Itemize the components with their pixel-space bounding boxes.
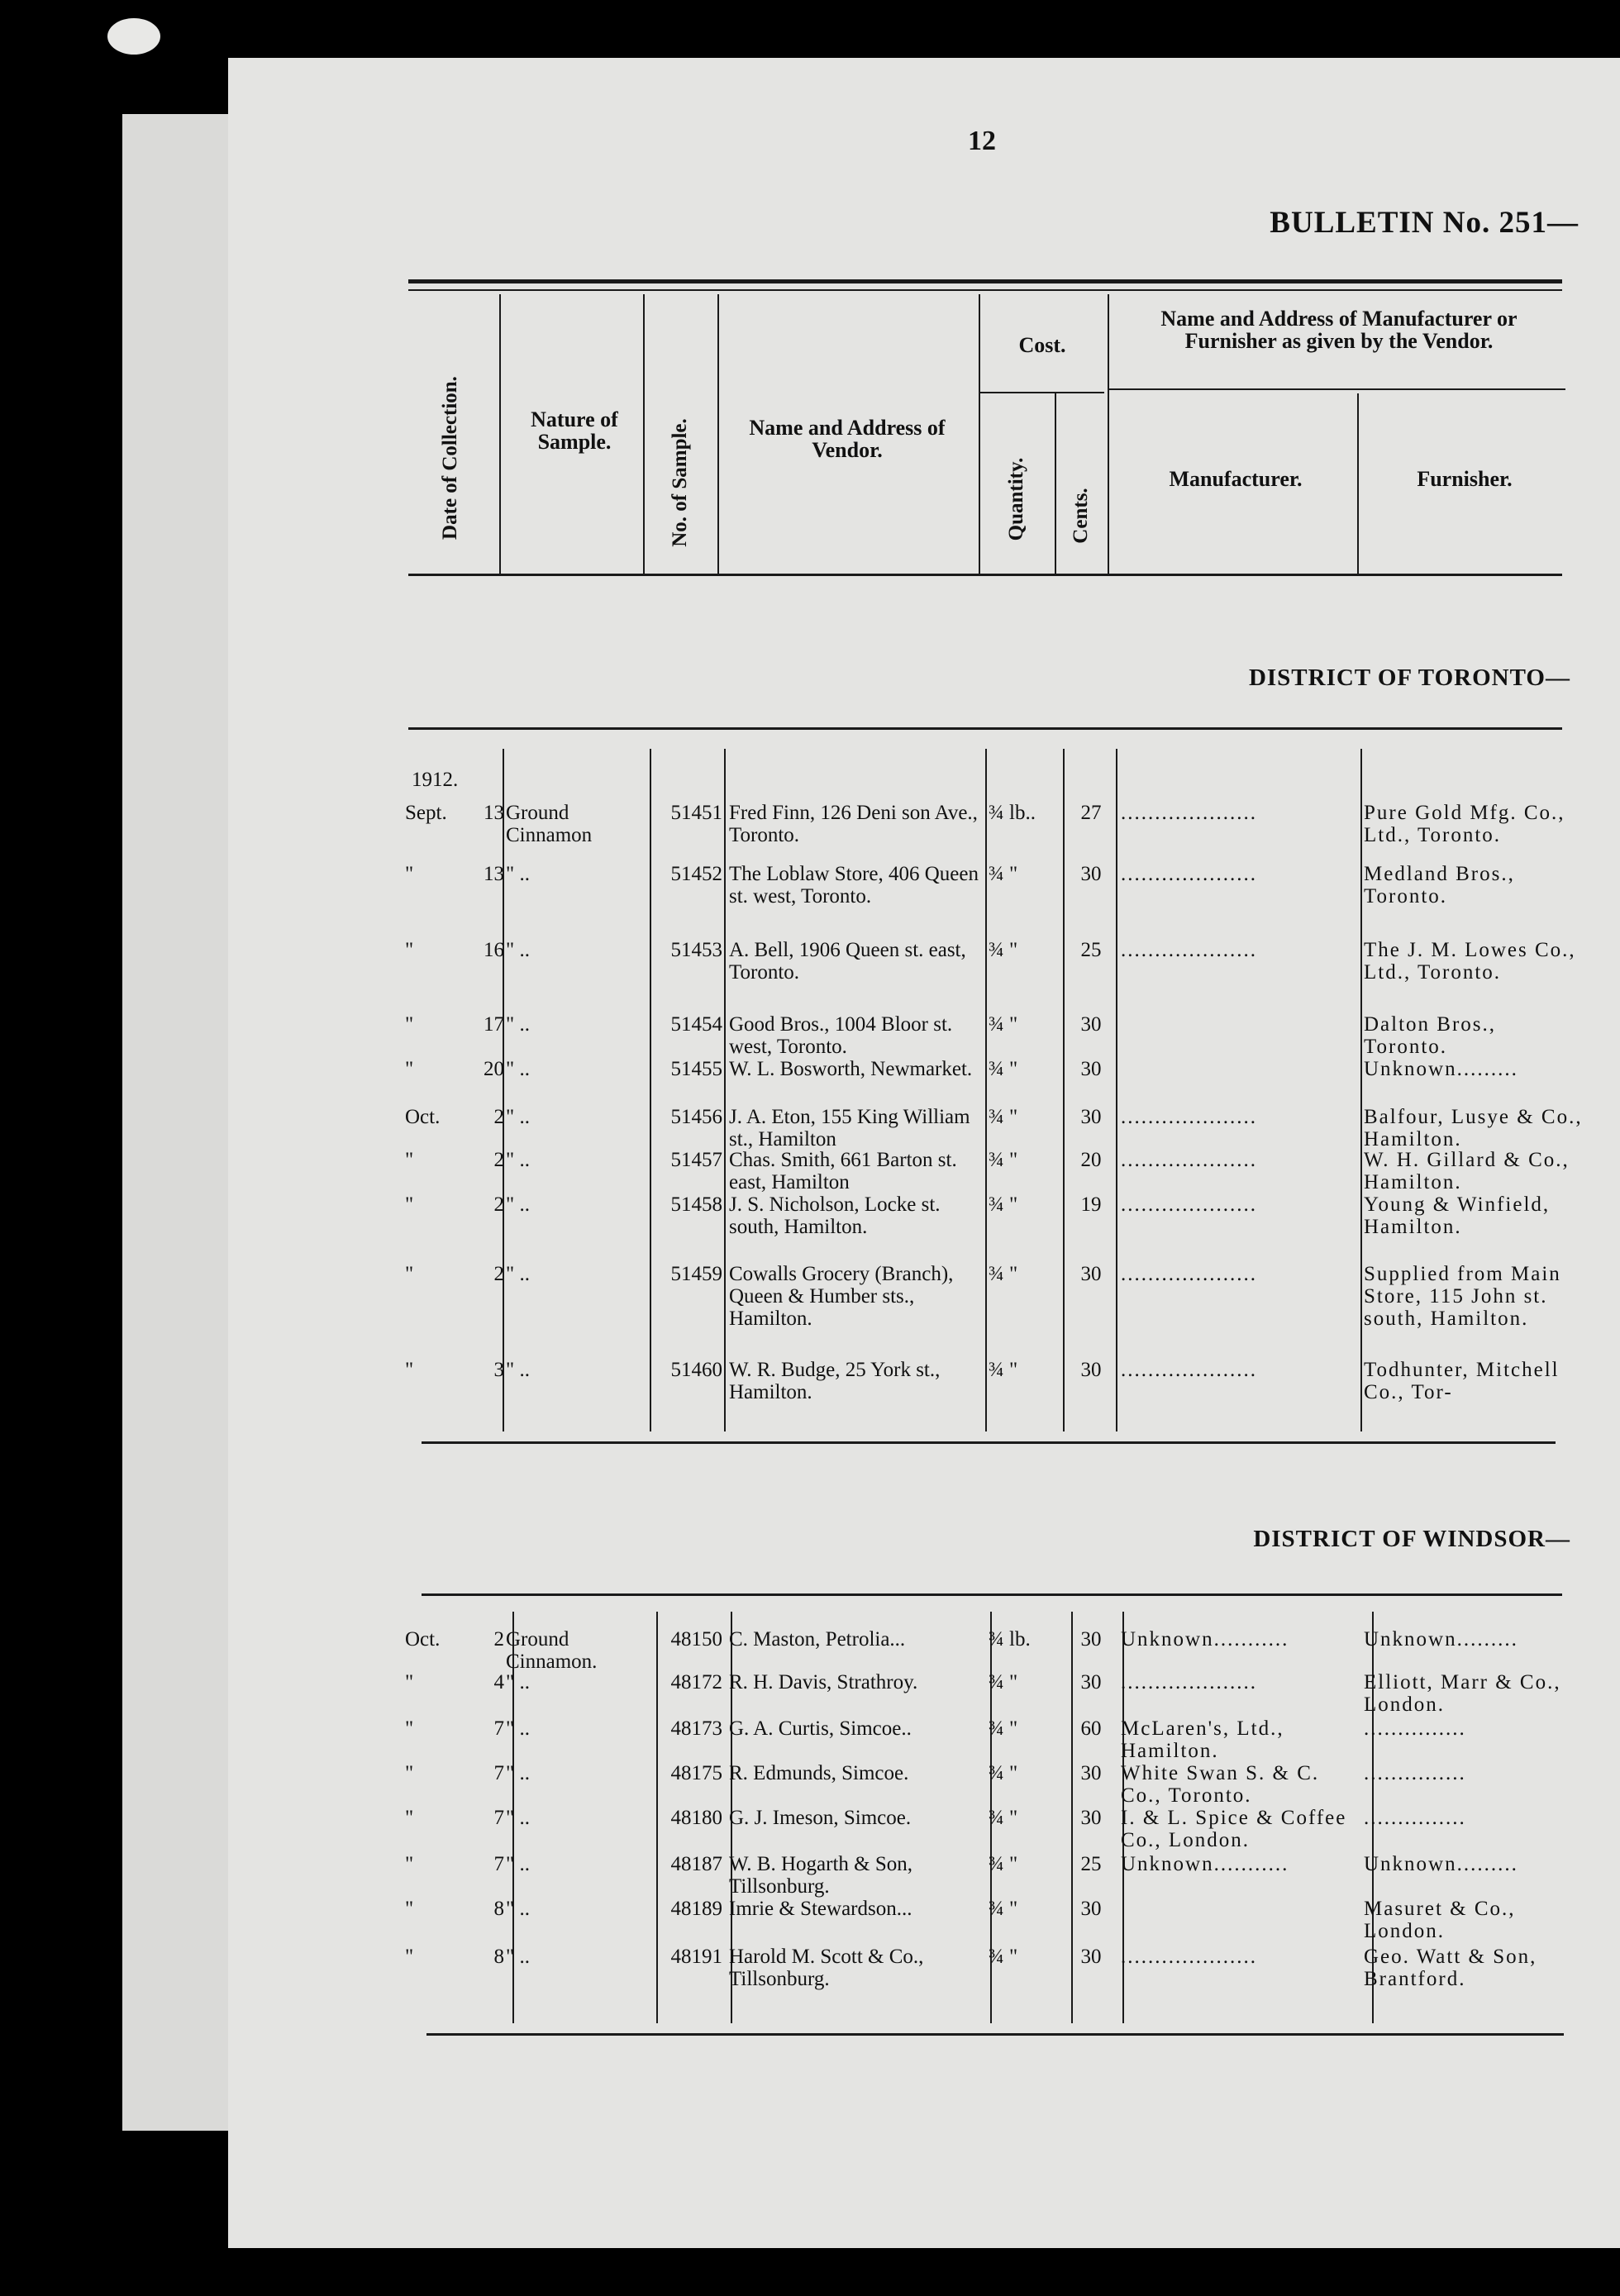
row-vendor: G. J. Imeson, Simcoe. — [729, 1807, 912, 1829]
row-quantity: ¾ " — [989, 1807, 1018, 1829]
row-quantity: ¾ " — [989, 1359, 1018, 1381]
row-vendor: J. S. Nicholson, Locke st. south, Hamilton. — [729, 1193, 941, 1238]
row-manufacturer: Unknown........... — [1121, 1628, 1289, 1651]
row-day: 16 — [484, 939, 504, 961]
row-month: " — [405, 1359, 414, 1381]
row-quantity: ¾ " — [989, 1717, 1018, 1740]
row-sample-no: 51454 — [670, 1013, 722, 1036]
paper-scrap — [107, 18, 160, 55]
row-day: 8 — [493, 1898, 504, 1920]
row-sample-no: 51459 — [670, 1263, 722, 1285]
row-sample-no: 48180 — [670, 1807, 722, 1829]
row-sample-no: 51457 — [670, 1149, 722, 1171]
row-day: 7 — [493, 1853, 504, 1875]
row-cents: 30 — [1080, 1898, 1102, 1920]
row-manufacturer: .................... — [1121, 802, 1257, 824]
row-vendor: The Loblaw Store, 406 Queen st. west, Toronto. — [729, 863, 979, 907]
row-day: 2 — [493, 1149, 504, 1171]
row-cents: 30 — [1080, 1263, 1102, 1285]
row-vendor: W. R. Budge, 25 York st., Hamilton. — [729, 1359, 941, 1403]
row-day: 7 — [493, 1717, 504, 1740]
bulletin-title: BULLETIN No. 251— — [1270, 206, 1579, 240]
col-line — [1063, 749, 1065, 1431]
header-cost: Cost. — [1018, 333, 1066, 357]
row-cents: 20 — [1080, 1149, 1102, 1171]
header-sample-no: No. of Sample. — [669, 418, 691, 547]
row-nature: " .. — [506, 1058, 530, 1080]
year-label: 1912. — [412, 769, 459, 791]
header-nature: Nature of Sample. — [531, 407, 618, 455]
row-manufacturer: .................... — [1121, 1946, 1257, 1968]
row-furnisher: Balfour, Lusye & Co., Hamilton. — [1364, 1106, 1583, 1150]
row-cents: 30 — [1080, 1106, 1102, 1128]
col-line — [1357, 393, 1359, 574]
row-vendor: G. A. Curtis, Simcoe.. — [729, 1717, 912, 1740]
row-furnisher: Elliott, Marr & Co., London. — [1364, 1671, 1561, 1716]
row-cents: 60 — [1080, 1717, 1102, 1740]
row-nature: " .. — [506, 863, 530, 885]
row-cents: 19 — [1080, 1193, 1102, 1216]
row-day: 8 — [493, 1946, 504, 1968]
row-month: " — [405, 1671, 414, 1693]
row-quantity: ¾ " — [989, 1671, 1018, 1693]
row-nature: " .. — [506, 1671, 530, 1693]
row-nature: Ground Cinnamon — [506, 802, 593, 846]
row-furnisher: Unknown......... — [1364, 1628, 1518, 1651]
row-furnisher: ............... — [1364, 1807, 1466, 1829]
row-sample-no: 51458 — [670, 1193, 722, 1216]
row-vendor: R. Edmunds, Simcoe. — [729, 1762, 909, 1784]
row-vendor: Cowalls Grocery (Branch), Queen & Humber sts., Hamilton. — [729, 1263, 954, 1330]
row-quantity: ¾ " — [989, 939, 1018, 961]
header-manufacturer: Manufacturer. — [1169, 467, 1303, 491]
header-cents: Cents. — [1070, 488, 1092, 544]
row-manufacturer: .................... — [1121, 863, 1257, 885]
toronto-bottom-rule — [422, 1441, 1556, 1444]
row-month: " — [405, 1717, 414, 1740]
row-quantity: ¾ " — [989, 1946, 1018, 1968]
row-day: 3 — [493, 1359, 504, 1381]
header-bottom-rule — [408, 574, 1562, 576]
row-nature: " .. — [506, 1149, 530, 1171]
row-vendor: Imrie & Stewardson... — [729, 1898, 912, 1920]
header-quantity: Quantity. — [1005, 457, 1027, 541]
row-sample-no: 48191 — [670, 1946, 722, 1968]
row-furnisher: Supplied from Main Store, 115 John st. south, Hamilton. — [1364, 1263, 1561, 1330]
col-line — [985, 749, 987, 1431]
row-day: 13 — [484, 802, 504, 824]
page-edge-shadow — [122, 114, 228, 2131]
row-cents: 25 — [1080, 939, 1102, 961]
row-month: " — [405, 1853, 414, 1875]
col-line — [650, 749, 651, 1431]
row-furnisher: Todhunter, Mitchell Co., Tor- — [1364, 1359, 1560, 1403]
row-month: " — [405, 1058, 414, 1080]
row-cents: 25 — [1080, 1853, 1102, 1875]
row-quantity: ¾ " — [989, 1263, 1018, 1285]
row-month: " — [405, 1149, 414, 1171]
header-vendor: Name and Address of Vendor. — [749, 416, 946, 463]
row-furnisher: ............... — [1364, 1717, 1466, 1740]
header-top-rule-thin — [408, 289, 1562, 291]
row-sample-no: 51460 — [670, 1359, 722, 1381]
col-line — [499, 294, 501, 574]
row-sample-no: 51451 — [670, 802, 722, 824]
row-vendor: Fred Finn, 126 Deni son Ave., Toronto. — [729, 802, 978, 846]
col-line — [1116, 749, 1117, 1431]
row-nature: " .. — [506, 1762, 530, 1784]
row-quantity: ¾ lb. — [989, 1628, 1031, 1651]
row-day: 2 — [493, 1193, 504, 1216]
row-furnisher: Dalton Bros., Toronto. — [1364, 1013, 1497, 1058]
row-sample-no: 48175 — [670, 1762, 722, 1784]
row-nature: " .. — [506, 1106, 530, 1128]
row-manufacturer: .................... — [1121, 1263, 1257, 1285]
row-day: 7 — [493, 1762, 504, 1784]
row-month: " — [405, 1263, 414, 1285]
row-cents: 27 — [1080, 802, 1102, 824]
row-nature: " .. — [506, 1898, 530, 1920]
row-day: 20 — [484, 1058, 504, 1080]
row-quantity: ¾ " — [989, 1762, 1018, 1784]
header-top-rule — [408, 279, 1562, 283]
row-nature: " .. — [506, 1807, 530, 1829]
row-vendor: W. B. Hogarth & Son, Tillsonburg. — [729, 1853, 912, 1898]
row-day: 2 — [493, 1106, 504, 1128]
row-cents: 30 — [1080, 1628, 1102, 1651]
row-manufacturer: .................... — [1121, 1359, 1257, 1381]
row-vendor: J. A. Eton, 155 King William st., Hamilton — [729, 1106, 970, 1150]
col-line — [724, 749, 726, 1431]
row-quantity: ¾ " — [989, 1149, 1018, 1171]
header-mfr-group: Name and Address of Manufacturer or Furnisher as given by the Vendor. — [1160, 307, 1518, 354]
row-vendor: Good Bros., 1004 Bloor st. west, Toronto. — [729, 1013, 953, 1058]
row-month: " — [405, 863, 414, 885]
windsor-top-rule — [422, 1593, 1562, 1596]
row-cents: 30 — [1080, 1762, 1102, 1784]
row-manufacturer: .................... — [1121, 1149, 1257, 1171]
row-sample-no: 48189 — [670, 1898, 722, 1920]
row-cents: 30 — [1080, 1946, 1102, 1968]
row-furnisher: Masuret & Co., London. — [1364, 1898, 1516, 1942]
row-sample-no: 51452 — [670, 863, 722, 885]
row-sample-no: 48150 — [670, 1628, 722, 1651]
row-manufacturer: I. & L. Spice & Coffee Co., London. — [1121, 1807, 1347, 1851]
col-line — [1360, 749, 1362, 1431]
row-quantity: ¾ " — [989, 1106, 1018, 1128]
row-quantity: ¾ " — [989, 1898, 1018, 1920]
row-quantity: ¾ " — [989, 1058, 1018, 1080]
district-toronto-title: DISTRICT OF TORONTO— — [1248, 665, 1570, 691]
header-furnisher: Furnisher. — [1417, 467, 1513, 491]
row-nature: " .. — [506, 1013, 530, 1036]
row-month: " — [405, 1193, 414, 1216]
row-manufacturer: McLaren's, Ltd., Hamilton. — [1121, 1717, 1284, 1762]
mfr-divider — [1108, 388, 1565, 390]
row-furnisher: The J. M. Lowes Co., Ltd., Toronto. — [1364, 939, 1576, 984]
row-furnisher: Unknown......... — [1364, 1058, 1518, 1080]
district-windsor-title: DISTRICT OF WINDSOR— — [1253, 1526, 1570, 1552]
row-month: " — [405, 1807, 414, 1829]
row-cents: 30 — [1080, 1807, 1102, 1829]
row-cents: 30 — [1080, 863, 1102, 885]
row-cents: 30 — [1080, 1013, 1102, 1036]
row-month: " — [405, 1762, 414, 1784]
row-nature: " .. — [506, 1193, 530, 1216]
row-manufacturer: .................... — [1121, 1193, 1257, 1216]
row-furnisher: Unknown......... — [1364, 1853, 1518, 1875]
row-furnisher: ............... — [1364, 1762, 1466, 1784]
row-sample-no: 51453 — [670, 939, 722, 961]
row-vendor: W. L. Bosworth, Newmarket. — [729, 1058, 973, 1080]
windsor-bottom-rule — [426, 2033, 1564, 2036]
row-month: Oct. — [405, 1628, 441, 1651]
cost-divider — [980, 392, 1104, 393]
row-day: 4 — [493, 1671, 504, 1693]
row-cents: 30 — [1080, 1058, 1102, 1080]
row-nature: " .. — [506, 939, 530, 961]
col-line — [717, 294, 719, 574]
row-month: " — [405, 1013, 414, 1036]
row-month: " — [405, 939, 414, 961]
col-line — [1108, 294, 1109, 574]
row-nature: " .. — [506, 1263, 530, 1285]
row-nature: " .. — [506, 1359, 530, 1381]
row-sample-no: 48172 — [670, 1671, 722, 1693]
row-nature: " .. — [506, 1717, 530, 1740]
row-manufacturer: .................... — [1121, 1106, 1257, 1128]
row-cents: 30 — [1080, 1671, 1102, 1693]
col-line — [503, 749, 504, 1431]
row-nature: " .. — [506, 1946, 530, 1968]
page-number: 12 — [968, 126, 996, 156]
row-day: 2 — [493, 1263, 504, 1285]
row-sample-no: 51456 — [670, 1106, 722, 1128]
row-month: " — [405, 1946, 414, 1968]
row-sample-no: 48173 — [670, 1717, 722, 1740]
row-month: " — [405, 1898, 414, 1920]
row-nature: " .. — [506, 1853, 530, 1875]
row-day: 13 — [484, 863, 504, 885]
row-sample-no: 51455 — [670, 1058, 722, 1080]
row-furnisher: Young & Winfield, Hamilton. — [1364, 1193, 1551, 1238]
row-quantity: ¾ " — [989, 863, 1018, 885]
row-manufacturer: White Swan S. & C. Co., Toronto. — [1121, 1762, 1320, 1807]
row-vendor: Harold M. Scott & Co., Tillsonburg. — [729, 1946, 924, 1990]
row-furnisher: Medland Bros., Toronto. — [1364, 863, 1515, 907]
row-day: 17 — [484, 1013, 504, 1036]
row-quantity: ¾ lb.. — [989, 802, 1036, 824]
col-line — [1055, 393, 1056, 574]
row-vendor: C. Maston, Petrolia... — [729, 1628, 906, 1651]
row-day: 2 — [493, 1628, 504, 1651]
row-furnisher: Pure Gold Mfg. Co., Ltd., Toronto. — [1364, 802, 1565, 846]
row-month: Oct. — [405, 1106, 441, 1128]
row-nature: Ground Cinnamon. — [506, 1628, 598, 1673]
row-month: Sept. — [405, 802, 447, 824]
row-quantity: ¾ " — [989, 1013, 1018, 1036]
row-vendor: Chas. Smith, 661 Barton st. east, Hamilton — [729, 1149, 957, 1193]
row-manufacturer: Unknown........... — [1121, 1853, 1289, 1875]
row-vendor: R. H. Davis, Strathroy. — [729, 1671, 918, 1693]
row-furnisher: Geo. Watt & Son, Brantford. — [1364, 1946, 1537, 1990]
col-line — [643, 294, 645, 574]
row-quantity: ¾ " — [989, 1853, 1018, 1875]
row-manufacturer: .................... — [1121, 939, 1257, 961]
row-quantity: ¾ " — [989, 1193, 1018, 1216]
row-manufacturer: .................... — [1121, 1671, 1257, 1693]
row-day: 7 — [493, 1807, 504, 1829]
toronto-top-rule — [408, 727, 1562, 730]
row-furnisher: W. H. Gillard & Co., Hamilton. — [1364, 1149, 1570, 1193]
row-sample-no: 48187 — [670, 1853, 722, 1875]
row-vendor: A. Bell, 1906 Queen st. east, Toronto. — [729, 939, 966, 984]
header-date: Date of Collection. — [439, 376, 461, 540]
row-cents: 30 — [1080, 1359, 1102, 1381]
